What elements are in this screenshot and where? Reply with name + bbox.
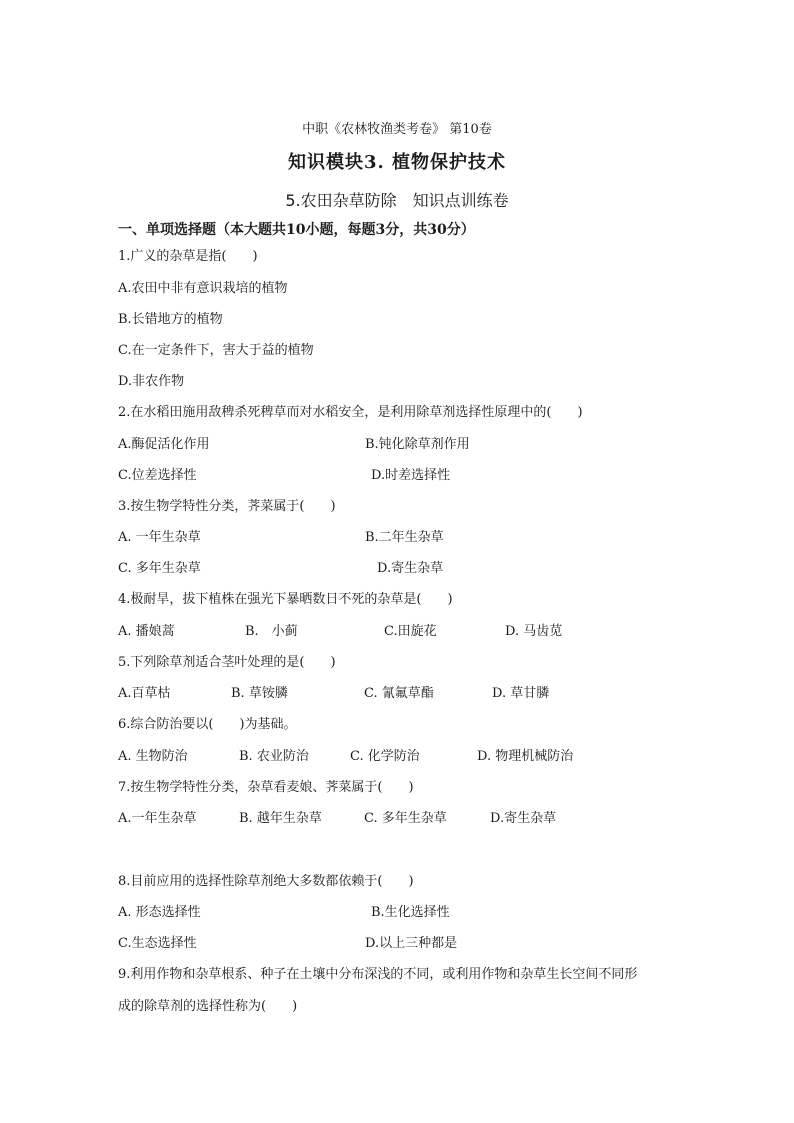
question-4-option-b: B. 小蓟 bbox=[245, 624, 298, 639]
question-7-stem: 7.按生物学特性分类，杂草看麦娘、荠菜属于( ) bbox=[118, 780, 414, 795]
question-1-stem: 1.广义的杂草是指( ) bbox=[118, 249, 258, 264]
question-4-option-c: C.田旋花 bbox=[384, 624, 437, 639]
question-2-option-d: D.时差选择性 bbox=[371, 468, 451, 483]
question-1-option-d: D.非农作物 bbox=[118, 374, 185, 389]
paper-title: 5.农田杂草防除 知识点训练卷 bbox=[285, 191, 509, 210]
question-1-option-c: C.在一定条件下，害大于益的植物 bbox=[118, 343, 314, 358]
question-4-option-a: A. 播娘蒿 bbox=[118, 624, 175, 639]
question-7-option-c: C. 多年生杂草 bbox=[364, 811, 447, 826]
question-8-option-a: A. 形态选择性 bbox=[118, 905, 201, 920]
question-5-option-a: A.百草枯 bbox=[118, 686, 171, 701]
question-2-option-c: C.位差选择性 bbox=[118, 468, 197, 483]
question-3-option-a: A. 一年生杂草 bbox=[118, 530, 201, 545]
exam-subtitle: 中职《农林牧渔类考卷》 第10卷 bbox=[302, 122, 492, 137]
question-5-option-d: D. 草甘膦 bbox=[492, 686, 550, 701]
question-6-option-b: B. 农业防治 bbox=[239, 749, 309, 764]
question-7-option-a: A.一年生杂草 bbox=[118, 811, 197, 826]
question-5-option-c: C. 氰氟草酯 bbox=[364, 686, 434, 701]
question-3-option-b: B.二年生杂草 bbox=[365, 530, 444, 545]
question-3-stem: 3.按生物学特性分类，荠菜属于( ) bbox=[118, 499, 336, 514]
question-3-option-c: C. 多年生杂草 bbox=[118, 561, 201, 576]
question-6-option-d: D. 物理机械防治 bbox=[477, 749, 574, 764]
question-4-stem: 4.极耐旱，拔下植株在强光下暴晒数日不死的杂草是( ) bbox=[118, 592, 453, 607]
question-6-option-c: C. 化学防治 bbox=[350, 749, 420, 764]
question-1-option-a: A.农田中非有意识栽培的植物 bbox=[118, 281, 288, 296]
question-1-option-b: B.长错地方的植物 bbox=[118, 312, 223, 327]
module-title: 知识模块3. 植物保护技术 bbox=[287, 152, 507, 173]
question-2-option-b: B.钝化除草剂作用 bbox=[365, 437, 470, 452]
question-4-option-d: D. 马齿苋 bbox=[505, 624, 563, 639]
question-2-option-a: A.酶促活化作用 bbox=[118, 437, 210, 452]
question-6-stem: 6.综合防治要以( )为基础。 bbox=[118, 717, 297, 732]
section-title: 一、单项选择题（本大题共10小题，每题3分，共30分） bbox=[118, 222, 475, 238]
question-2-stem: 2.在水稻田施用敌稗杀死稗草而对水稻安全，是利用除草剂选择性原理中的( ) bbox=[118, 405, 583, 420]
question-7-option-b: B. 越年生杂草 bbox=[239, 811, 322, 826]
question-5-option-b: B. 草铵膦 bbox=[231, 686, 288, 701]
question-3-option-d: D.寄生杂草 bbox=[377, 561, 444, 576]
question-9-stem-cont: 成的除草剂的选择性称为( ) bbox=[118, 999, 298, 1014]
question-8-option-b: B.生化选择性 bbox=[371, 905, 450, 920]
question-7-option-d: D.寄生杂草 bbox=[490, 811, 557, 826]
question-8-option-d: D.以上三种都是 bbox=[365, 936, 458, 951]
question-5-stem: 5.下列除草剂适合茎叶处理的是( ) bbox=[118, 655, 336, 670]
question-9-stem: 9.利用作物和杂草根系、种子在土壤中分布深浅的不同，或利用作物和杂草生长空间不同形 bbox=[118, 967, 638, 982]
question-8-option-c: C.生态选择性 bbox=[118, 936, 197, 951]
question-8-stem: 8.目前应用的选择性除草剂绝大多数都依赖于( ) bbox=[118, 874, 414, 889]
question-6-option-a: A. 生物防治 bbox=[118, 749, 188, 764]
